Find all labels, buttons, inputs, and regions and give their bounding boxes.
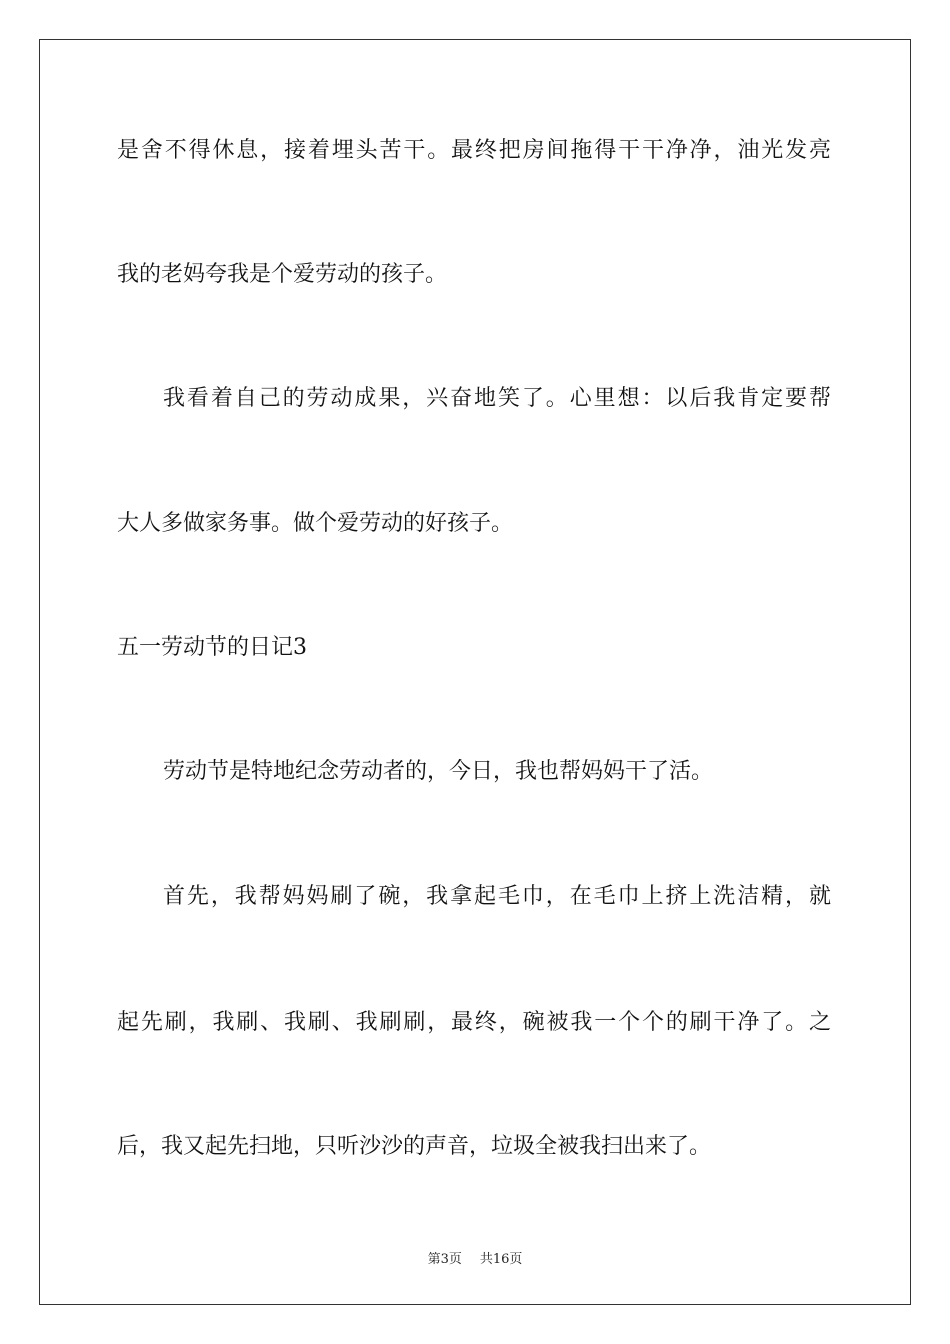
page-border xyxy=(39,39,911,1305)
page-total: 共16页 xyxy=(479,1252,523,1267)
body-text-line: 劳动节是特地纪念劳动者的，今日，我也帮妈妈干了活。 xyxy=(163,759,714,784)
page-footer xyxy=(0,1248,950,1267)
body-text-line: 是舍不得休息，接着埋头苦干。最终把房间拖得干干净净，油光发亮 xyxy=(117,138,831,163)
page-number: 第3页 xyxy=(427,1252,462,1267)
section-heading: 五一劳动节的日记3 xyxy=(117,635,307,660)
body-text-line: 我看着自己的劳动成果，兴奋地笑了。心里想：以后我肯定要帮 xyxy=(163,386,831,411)
body-text-line: 我的老妈夸我是个爱劳动的孩子。 xyxy=(117,262,448,287)
body-text-line: 首先，我帮妈妈刷了碗，我拿起毛巾，在毛巾上挤上洗洁精，就 xyxy=(163,884,831,909)
body-text-line: 后，我又起先扫地，只听沙沙的声音，垃圾全被我扫出来了。 xyxy=(117,1134,712,1159)
body-text-line: 起先刷，我刷、我刷、我刷刷，最终，碗被我一个个的刷干净了。之 xyxy=(117,1010,831,1035)
body-text-line: 大人多做家务事。做个爱劳动的好孩子。 xyxy=(117,511,514,536)
